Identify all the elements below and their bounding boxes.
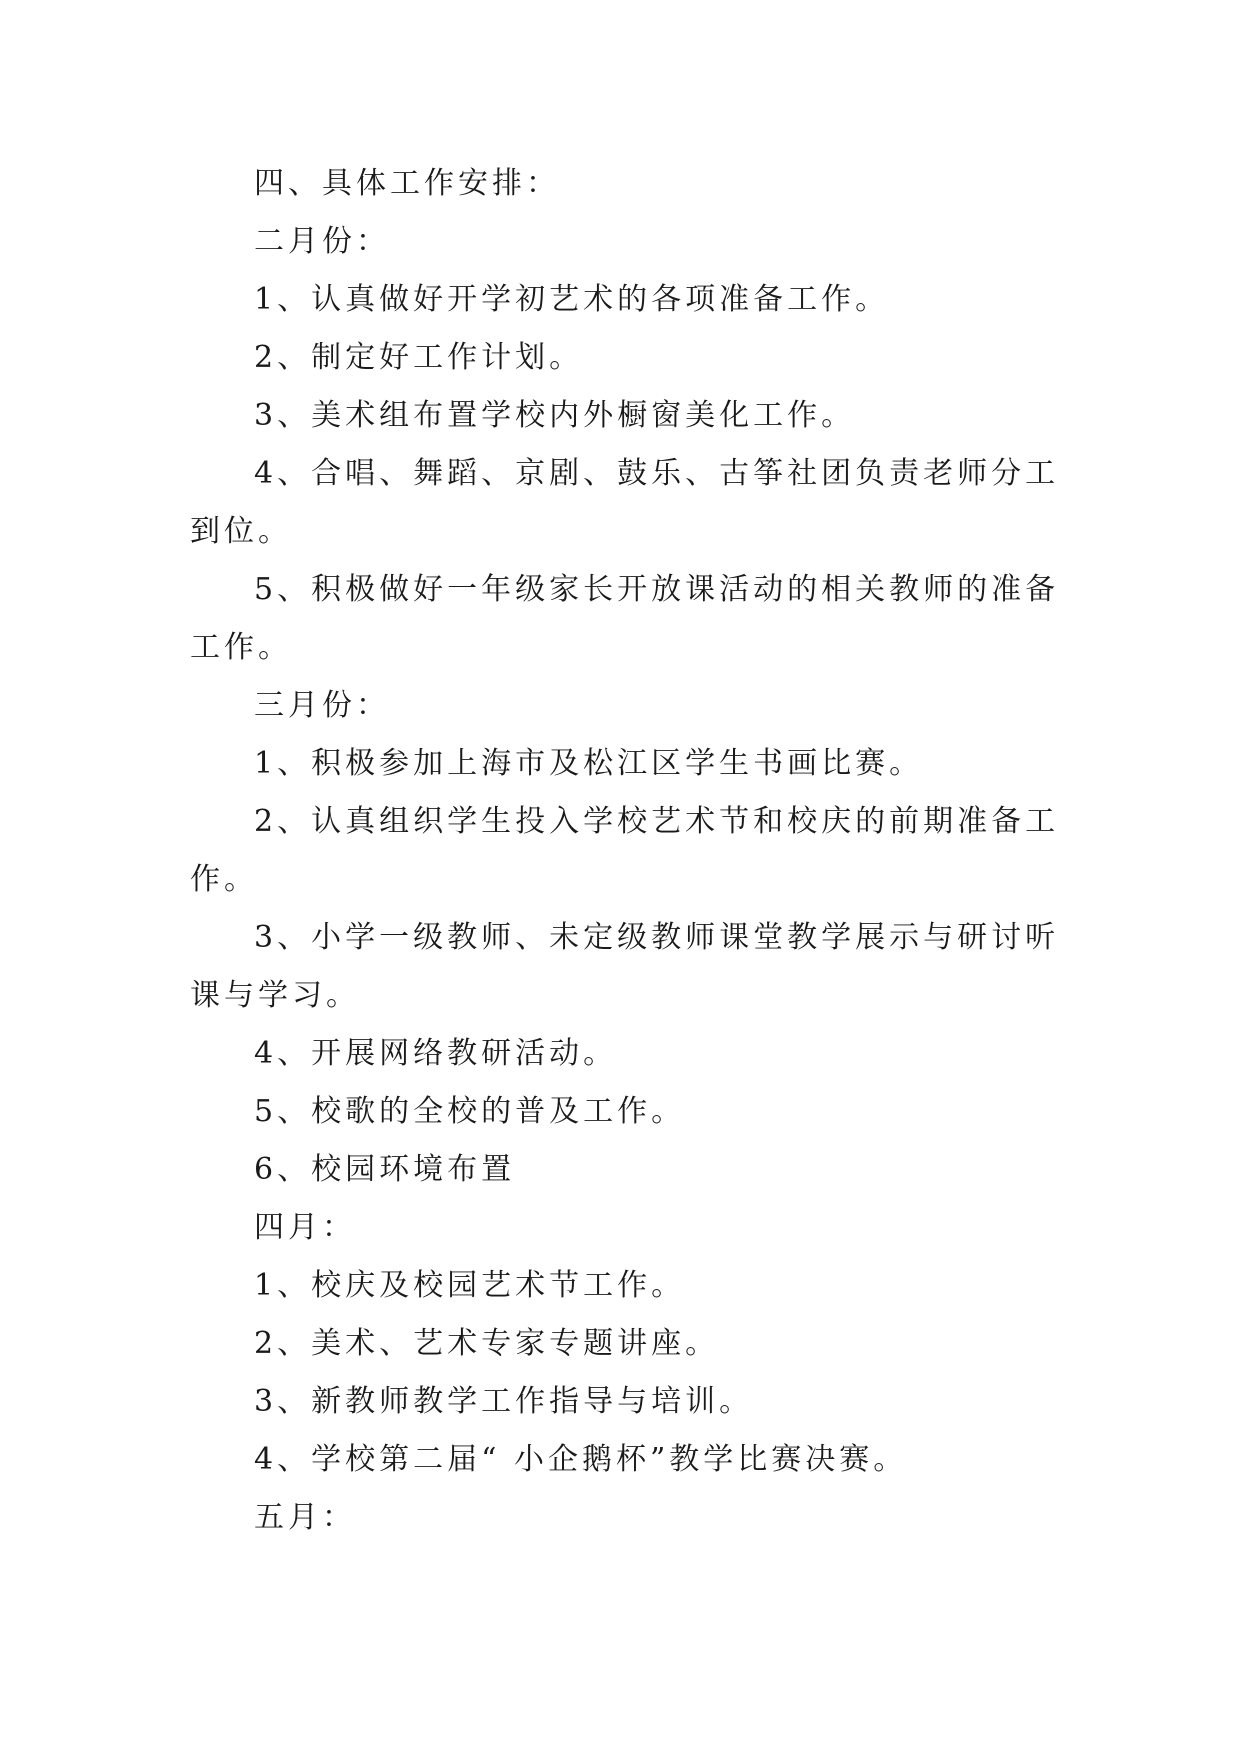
list-item: 6、校园环境布置: [254, 1152, 516, 1187]
month-heading-february: 二月份：: [254, 224, 390, 259]
list-item: 1、积极参加上海市及松江区学生书画比赛。: [254, 746, 924, 781]
list-item: 2、认真组织学生投入学校艺术节和校庆的前期准备工作。: [190, 804, 1060, 897]
list-item: 1、校庆及校园艺术节工作。: [254, 1268, 686, 1303]
list-item: 4、学校第二届“ 小企鹅杯”教学比赛决赛。: [254, 1442, 908, 1477]
month-heading-april: 四月：: [254, 1210, 356, 1245]
list-item: 4、开展网络教研活动。: [254, 1036, 618, 1071]
list-item: 5、积极做好一年级家长开放课活动的相关教师的准备工作。: [190, 572, 1060, 665]
document-body: [190, 155, 1060, 1547]
list-item: 3、新教师教学工作指导与培训。: [254, 1384, 754, 1419]
section-heading-work-arrangement: 四、具体工作安排：: [254, 166, 560, 201]
list-item: 2、美术、艺术专家专题讲座。: [254, 1326, 720, 1361]
list-item: 3、美术组布置学校内外橱窗美化工作。: [254, 398, 856, 433]
month-heading-may: 五月：: [254, 1500, 356, 1535]
list-item: 5、校歌的全校的普及工作。: [254, 1094, 686, 1129]
list-item: 3、小学一级教师、未定级教师课堂教学展示与研讨听课与学习。: [190, 920, 1060, 1013]
list-item: 2、制定好工作计划。: [254, 340, 584, 375]
list-item: 1、认真做好开学初艺术的各项准备工作。: [254, 282, 890, 317]
list-item: 4、合唱、舞蹈、京剧、鼓乐、古筝社团负责老师分工到位。: [190, 456, 1060, 549]
month-heading-march: 三月份：: [254, 688, 390, 723]
